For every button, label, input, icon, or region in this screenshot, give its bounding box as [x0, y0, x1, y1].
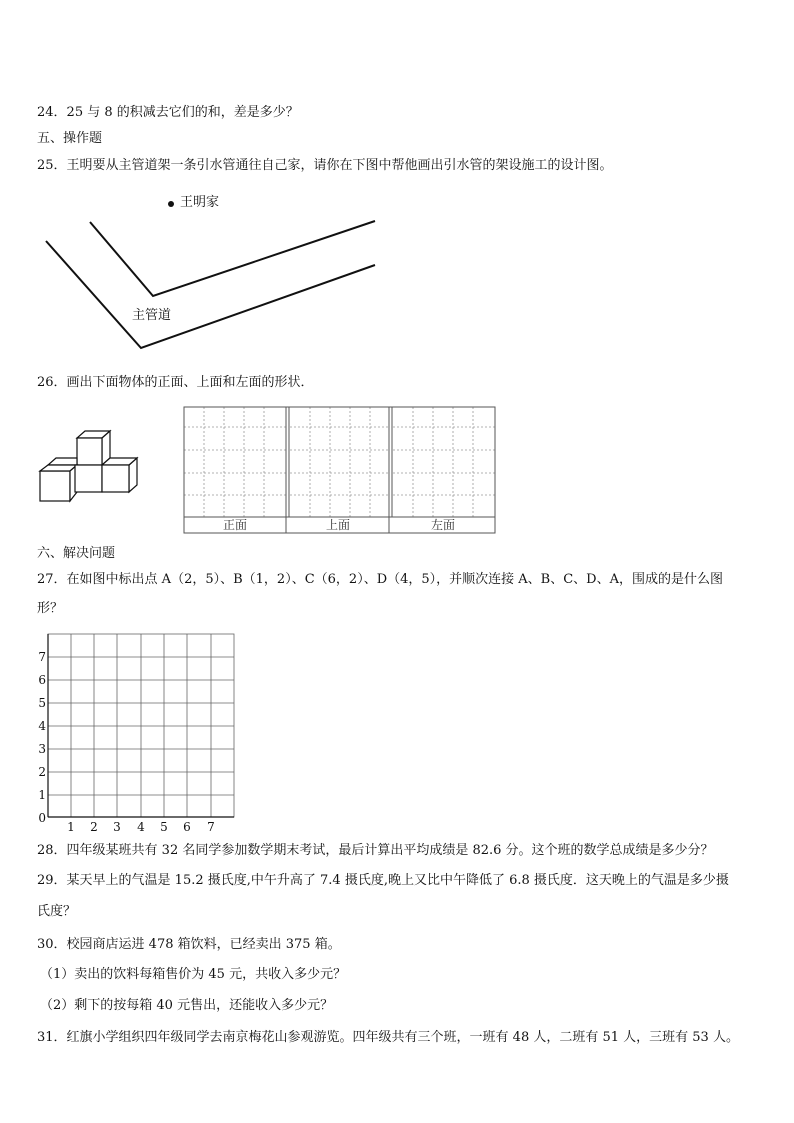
cube-stack-figure: [38, 428, 140, 504]
pipe-label: 主管道: [132, 308, 172, 323]
section-5-title: 五、操作题: [37, 131, 103, 146]
question-24: 24．25 与 8 的积减去它们的和，差是多少？: [37, 105, 299, 120]
question-26: 26．画出下面物体的正面、上面和左面的形状．: [37, 375, 314, 390]
x-tick-4: 4: [137, 820, 145, 834]
section-6-title: 六、解决问题: [37, 546, 116, 561]
question-25: 25．王明要从主管道架一条引水管通往自己家，请你在下图中帮他画出引水管的架设施工的设计图。: [37, 158, 613, 173]
question-27-line2: 形？: [37, 601, 64, 616]
pipe-outer-edge: [46, 241, 375, 348]
question-28: 28．四年级某班共有 32 名同学参加数学期末考试，最后计算出平均成绩是 82.6 分。这个班的数学总成绩是多少分？: [37, 843, 714, 858]
question-30-part-2: （2）剩下的按每箱 40 元售出，还能收入多少元？: [40, 998, 334, 1013]
x-tick-6: 6: [183, 820, 191, 834]
coordinate-grid[interactable]: [36, 628, 241, 836]
y-tick-1: 1: [38, 788, 46, 802]
grid-label-front: 正面: [222, 518, 248, 532]
y-tick-0: 0: [38, 811, 46, 825]
y-tick-4: 4: [38, 719, 46, 733]
view-drawing-grids[interactable]: [182, 405, 498, 535]
y-tick-3: 3: [38, 742, 46, 756]
pipe-diagram: [40, 185, 380, 360]
x-tick-5: 5: [160, 820, 168, 834]
pipe-inner-edge: [90, 221, 375, 296]
question-30-part-1: （1）卖出的饮料每箱售价为 45 元，共收入多少元？: [40, 967, 347, 982]
house-label: 王明家: [180, 195, 220, 210]
question-27-line1: 27．在如图中标出点 A（2，5）、B（1，2）、C（6，2）、D（4，5），并顺次连接 A、B、C、D、A，围成的是什么图: [37, 572, 723, 587]
grid-label-left: 左面: [430, 518, 456, 532]
question-31: 31．红旗小学组织四年级同学去南京梅花山参观游览。四年级共有三个班，一班有 48 人，二班有 51 人，三班有 53 人。: [37, 1030, 739, 1045]
grid-label-top: 上面: [325, 518, 351, 532]
y-tick-6: 6: [38, 673, 46, 687]
x-tick-1: 1: [67, 820, 75, 834]
y-tick-2: 2: [38, 765, 46, 779]
question-30: 30．校园商店运进 478 箱饮料，已经卖出 375 箱。: [37, 937, 341, 952]
x-tick-2: 2: [90, 820, 98, 834]
question-29-line2: 氏度？: [37, 904, 77, 919]
y-tick-5: 5: [38, 696, 46, 710]
x-tick-7: 7: [207, 820, 215, 834]
x-tick-3: 3: [113, 820, 121, 834]
house-point: [168, 201, 174, 207]
question-29-line1: 29．某天早上的气温是 15.2 摄氏度,中午升高了 7.4 摄氏度,晚上又比中午降低了 6.8 摄氏度．这天晚上的气温是多少摄: [37, 873, 729, 888]
y-tick-7: 7: [38, 650, 46, 664]
